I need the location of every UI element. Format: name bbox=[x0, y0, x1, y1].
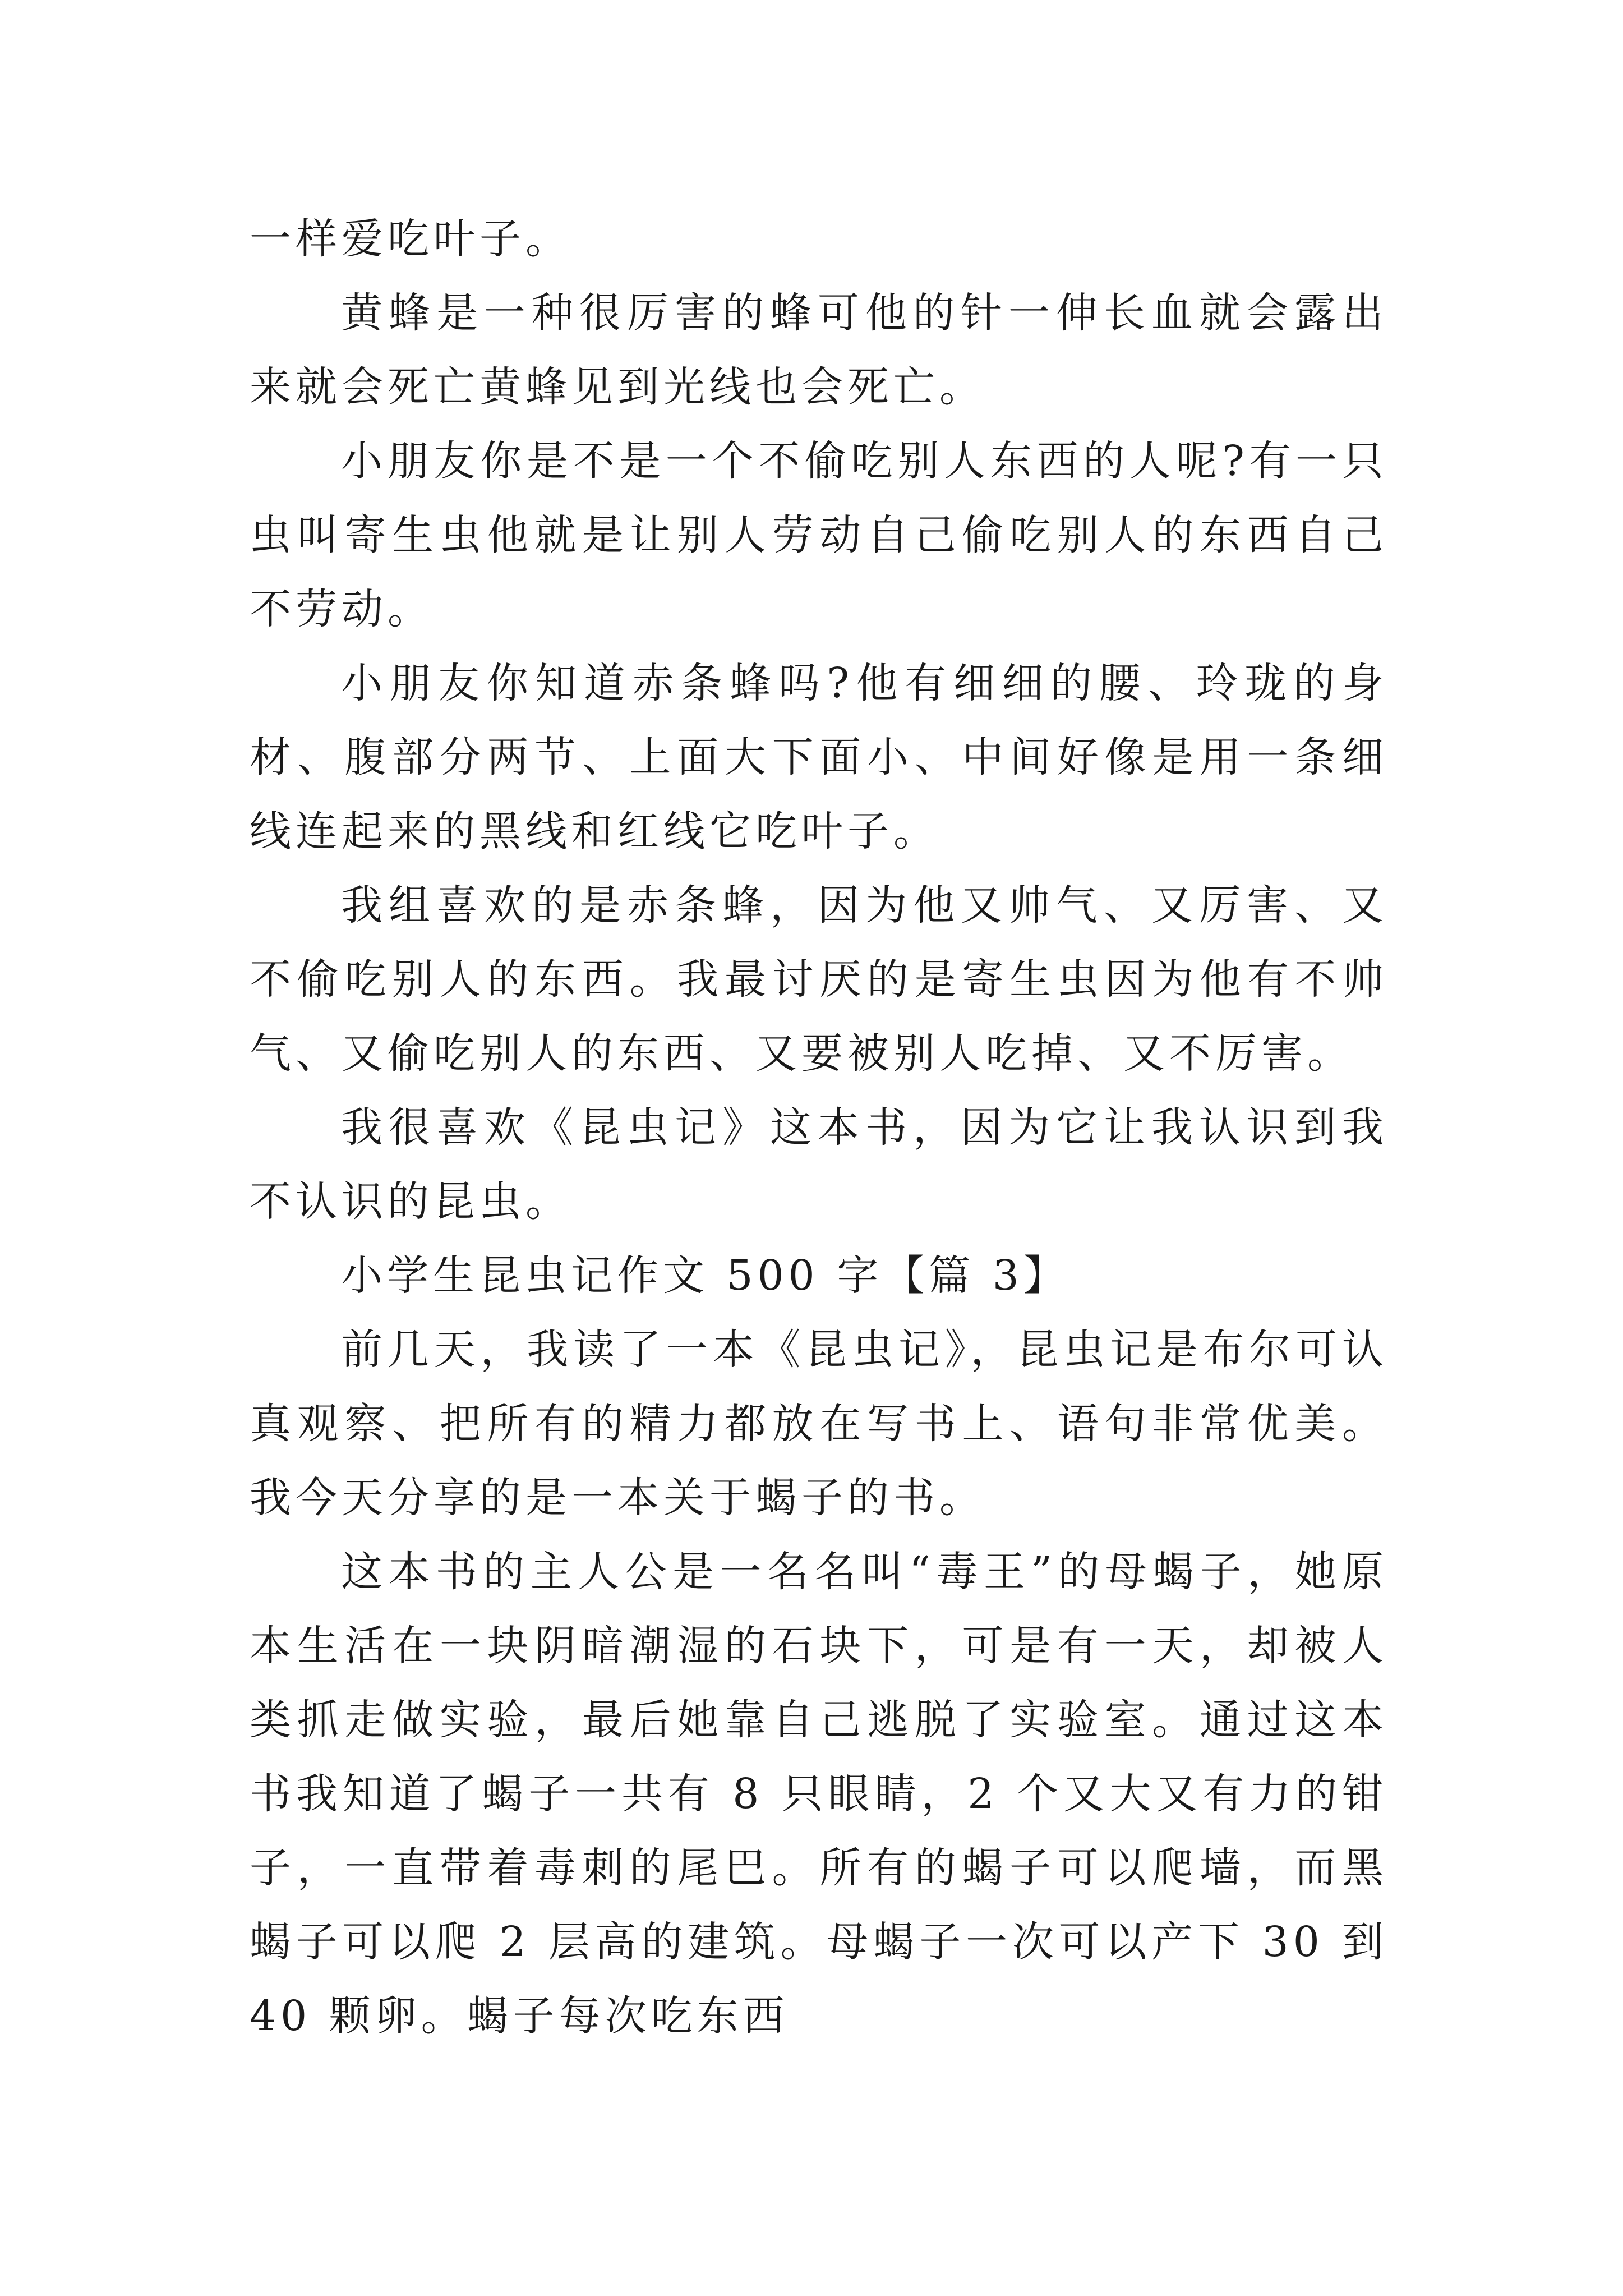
paragraph-8: 这本书的主人公是一名名叫“毒王”的母蝎子，她原本生活在一块阴暗潮湿的石块下，可是有一天，却被人类抓走做实验，最后她靠自己逃脱了实验室。通过这本书我知道了蝎子一共有 8 只眼睛，2 个又大又有力的钳子，一直带着毒刺的尾巴。所有的蝎子可以爬墙，而黑蝎子可以爬 2 层高的建筑。母蝎子一次可以产下 30 到 40 颗卵。蝎子每次吃东西 bbox=[250, 1548, 1388, 2040]
paragraph-5: 我组喜欢的是赤条蜂，因为他又帅气、又厉害、又不偷吃别人的东西。我最讨厌的是寄生虫因为他有不帅气、又偷吃别人的东西、又要被别人吃掉、又不厉害。 bbox=[250, 881, 1388, 1078]
paragraph-2: 黄蜂是一种很厉害的蜂可他的针一伸长血就会露出来就会死亡黄蜂见到光线也会死亡。 bbox=[250, 289, 1388, 411]
paragraph-7: 前几天，我读了一本《昆虫记》，昆虫记是布尔可认真观察、把所有的精力都放在写书上、语句非常优美。我今天分享的是一本关于蝎子的书。 bbox=[250, 1326, 1388, 1522]
paragraph-3: 小朋友你是不是一个不偷吃别人东西的人呢?有一只虫叫寄生虫他就是让别人劳动自己偷吃别人的东西自己不劳动。 bbox=[250, 437, 1388, 633]
paragraph-6: 我很喜欢《昆虫记》这本书，因为它让我认识到我不认识的昆虫。 bbox=[250, 1103, 1388, 1226]
paragraph-1: 一样爱吃叶子。 bbox=[250, 215, 571, 263]
document-body bbox=[250, 202, 1388, 2053]
section-heading: 小学生昆虫记作文 500 字【篇 3】 bbox=[341, 1251, 1069, 1300]
paragraph-4: 小朋友你知道赤条蜂吗?他有细细的腰、玲珑的身材、腹部分两节、上面大下面小、中间好像是用一条细线连起来的黑线和红线它吃叶子。 bbox=[250, 659, 1388, 855]
